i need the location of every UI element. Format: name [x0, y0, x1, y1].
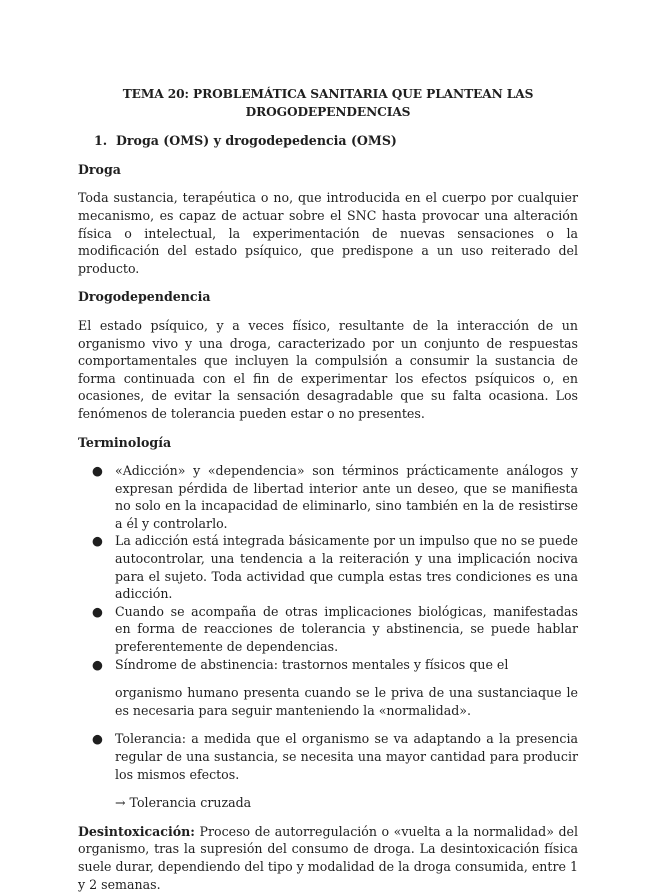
drogodependencia-heading: Drogodependencia	[78, 289, 211, 305]
desintoxicacion-label: Desintoxicación:	[78, 823, 195, 839]
section-heading-1	[94, 132, 578, 150]
section-label: Droga (OMS) y drogodepedencia (OMS)	[116, 133, 397, 149]
tolerancia-list	[78, 730, 578, 783]
bullet-icon: ●	[92, 656, 103, 672]
list-item	[78, 730, 578, 783]
bullet-icon: ●	[92, 731, 103, 747]
list-item	[78, 532, 578, 602]
bullet-icon: ●	[92, 533, 103, 549]
list-item	[78, 462, 578, 532]
list-item-text: Síndrome de abstinencia: trastornos mentales y físicos que el	[115, 656, 509, 672]
abstinencia-continuation: organismo humano presenta cuando se le priva de una sustanciaque le es necesaria para seguir manteniendo la «normalidad».	[115, 685, 578, 718]
terminologia-heading: Terminología	[78, 434, 172, 450]
tolerancia-cruzada: → Tolerancia cruzada	[115, 795, 252, 811]
terminologia-list	[78, 462, 578, 673]
list-item-text: Cuando se acompaña de otras implicaciones biológicas, manifestadas en forma de reacciones de tolerancia y abstinencia, se puede hablar preferentemente de dependencias.	[115, 603, 578, 655]
desintoxicacion-paragraph	[78, 823, 578, 893]
list-item-text: «Adicción» y «dependencia» son términos prácticamente análogos y expresan pérdida de libertad interior ante un deseo, que se manifiesta no solo en la incapacidad de eliminarlo, sino también en la de resistirse a él y controlarlo.	[115, 463, 578, 531]
list-item	[78, 603, 578, 656]
bullet-icon: ●	[92, 463, 103, 479]
document-title: TEMA 20: PROBLEMÁTICA SANITARIA QUE PLANTEAN LAS DROGODEPENDENCIAS	[122, 87, 534, 119]
section-number: 1.	[94, 133, 108, 149]
desintoxicacion-text: Proceso de autorregulación o «vuelta a la normalidad» del organismo, tras la supresión del consumo de droga. La desintoxicación física suele durar, dependiendo del tipo y modalidad de la droga consumida, entre 1 y 2 semanas.	[78, 823, 578, 892]
bullet-icon: ●	[92, 603, 103, 619]
drogodependencia-definition: El estado psíquico, y a veces físico, resultante de la interacción de un organismo vivo y una droga, caracterizado por un conjunto de respuestas comportamentales que incluyen la compulsión a consumir la sustancia de forma continuada con el fin de experimentar los efectos psíquicos o, en ocasiones, de evitar la sensación desagradable que su falta ocasiona. Los fenómenos de tolerancia pueden estar o no presentes.	[78, 317, 578, 421]
list-item-text: Tolerancia: a medida que el organismo se va adaptando a la presencia regular de una sustancia, se necesita una mayor cantidad para producir los mismos efectos.	[115, 731, 578, 782]
list-item-text: La adicción está integrada básicamente por un impulso que no se puede autocontrolar, una tendencia a la reiteración y una implicación nociva para el sujeto. Toda actividad que cumpla estas tres condiciones es una adicción.	[115, 533, 578, 602]
droga-heading: Droga	[78, 161, 121, 177]
list-item	[78, 656, 578, 674]
droga-definition: Toda sustancia, terapéutica o no, que introducida en el cuerpo por cualquier mecanismo, es capaz de actuar sobre el SNC hasta provocar una alteración física o intelectual, la experimentación de nuevas sensaciones o la modificación del estado psíquico, que predispone a un uso reiterado del producto.	[78, 190, 578, 276]
